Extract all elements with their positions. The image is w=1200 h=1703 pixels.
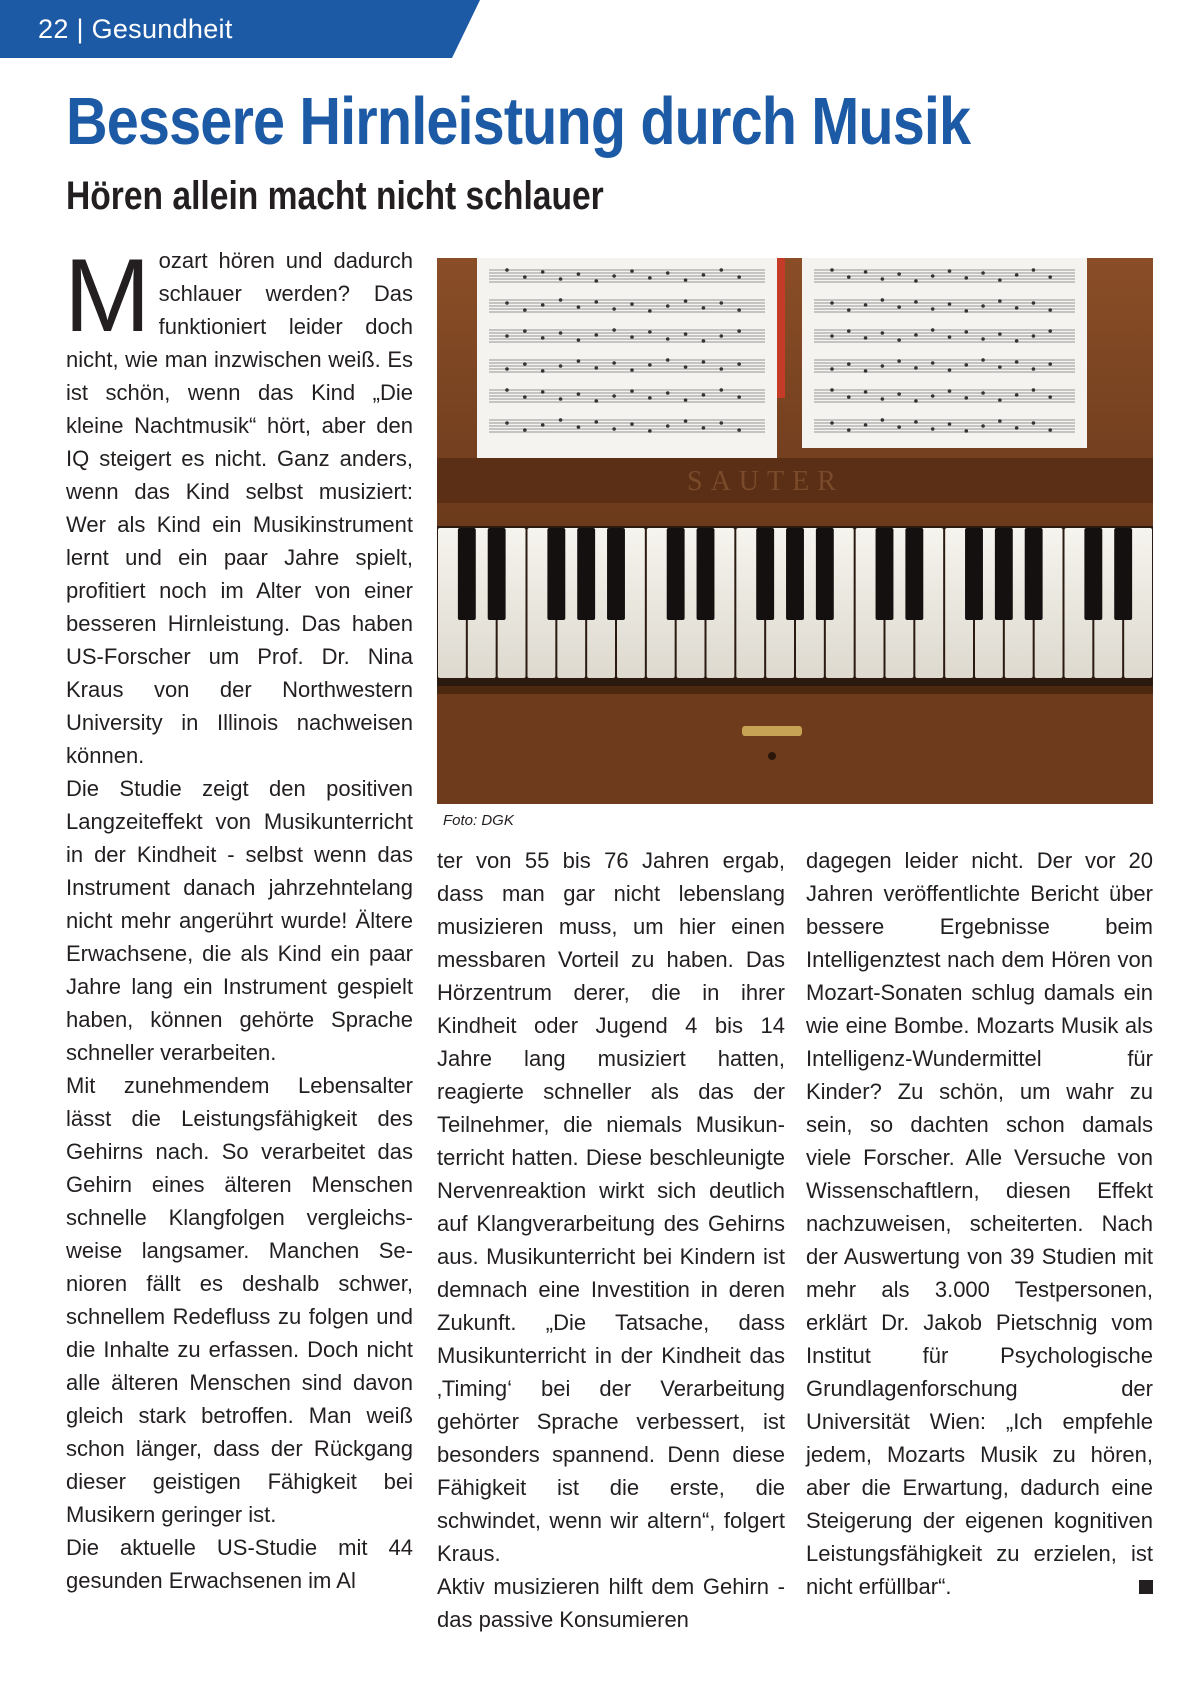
paragraph	[806, 844, 1153, 1603]
article-subtitle: Hören allein macht nicht schlauer	[66, 174, 604, 218]
svg-text:SAUTER: SAUTER	[687, 466, 844, 497]
paragraph-text: ozart hören und dadurch schlauer werden? Das funktioniert leider doch nicht, wie man inzwischen weiß. Es ist schön, wenn das Kind „Die kleine Nachtmusik“ hört, aber den IQ steigert es nicht. Ganz anders, wenn das Kind selbst musiziert: Wer als Kind ein Musikinstrument lernt und ein paar Jahre spielt, profitiert noch im Alter von einer besseren Hirnleistung. Das haben US-Forscher um Prof. Dr. Nina Kraus von der Northwestern University in Illinois nachweisen können.	[66, 248, 413, 768]
paragraph: Die aktuelle US-Studie mit 44 gesunden Erwachsenen im Al	[66, 1535, 413, 1593]
piano-black-key	[816, 528, 834, 620]
piano-black-key	[1084, 528, 1102, 620]
piano-black-key	[577, 528, 595, 620]
separator: |	[68, 14, 92, 44]
section-header	[0, 0, 480, 58]
page-number: 22	[38, 14, 69, 44]
piano-black-key	[1114, 528, 1132, 620]
article-column-2	[437, 844, 785, 1636]
article-column-3	[806, 844, 1153, 1603]
paragraph: Mit zunehmendem Lebensalter lässt die Leistungsfähigkeit des Gehirns nach. So verarbeitet das Gehirn eines älteren Menschen schnelle Klangfolgen vergleichsweise langsamer. Manchen Senioren fällt es deshalb schwer, schnellem Redefluss zu folgen und die Inhalte zu erfassen. Doch nicht alle älteren Menschen sind davon gleich stark betroffen. Man weiß schon länger, dass der Rückgang dieser geistigen Fähigkeit bei Musikern geringer ist.	[66, 1073, 413, 1527]
piano-black-key	[756, 528, 774, 620]
piano-black-key	[786, 528, 804, 620]
photo-caption: Foto: DGK	[443, 812, 514, 829]
piano-black-key	[667, 528, 685, 620]
section-name: Gesundheit	[91, 14, 233, 44]
piano-black-key	[458, 528, 476, 620]
piano-black-key	[876, 528, 894, 620]
piano-black-key	[488, 528, 506, 620]
piano-black-key	[965, 528, 983, 620]
piano-icon	[437, 258, 1153, 804]
sheet-music-page	[477, 258, 777, 458]
piano-black-key	[1025, 528, 1043, 620]
paragraph	[64, 238, 413, 772]
piano-photo	[437, 258, 1153, 804]
dropcap: M	[64, 238, 151, 354]
piano-black-key	[697, 528, 715, 620]
paragraph-text: dagegen leider nicht. Der vor 20 Jahren veröffentlichte Bericht über bessere Ergebnisse beim Intelligenztest nach dem Hören von Mozart-Sonaten schlug damals ein wie eine Bombe. Mozarts Musik als Intelligenz-Wundermittel für Kinder? Zu schön, um wahr zu sein, so dachten schon damals viele Forscher. Alle Versuche von Wissenschaftlern, diesen Effekt nachzuweisen, scheiterten. Nach der Auswertung von 39 Studien mit mehr als 3.000 Testpersonen, erklärt Dr. Jakob Pietschnig vom Institut für Psychologische Grundlagenforschung der Universität Wien: „Ich empfehle jedem, Mozarts Musik zu hören, aber die Erwartung, dadurch eine Steigerung der eigenen kognitiven Leistungsfähigkeit zu erzielen, ist nicht erfüllbar“.	[806, 848, 1153, 1599]
paragraph: Die Studie zeigt den positiven Langzeiteffekt von Musikunterricht in der Kindheit - selbst wenn das Instrument danach jahrzehntelang nicht mehr angerührt wurde! Ältere Erwachsene, die als Kind ein paar Jahre lang ein Instrument gespielt haben, können gehörte Sprache schneller verarbeiten.	[66, 776, 413, 1065]
sheet-music-page	[802, 258, 1087, 448]
piano-black-key	[607, 528, 625, 620]
piano-black-key	[547, 528, 565, 620]
end-mark-icon	[1139, 1580, 1153, 1594]
piano-black-key	[905, 528, 923, 620]
article-column-1	[64, 238, 413, 1597]
paragraph: Aktiv musizieren hilft dem Gehirn - das passive Konsumieren	[437, 1574, 785, 1632]
piano-black-key	[995, 528, 1013, 620]
article-title: Bessere Hirnleistung durch Musik	[66, 84, 971, 159]
section-label	[38, 12, 233, 46]
paragraph: ter von 55 bis 76 Jahren ergab, dass man gar nicht lebenslang musizieren muss, um hier einen messbaren Vorteil zu haben. Das Hörzentrum derer, die in ihrer Kindheit oder Jugend 4 bis 14 Jahre lang musiziert hatten, reagierte schneller als das der Teilnehmer, die niemals Musikunterricht hatten. Diese beschleunigte Nervenreaktion wirkt sich deutlich auf Klangverarbeitung des Gehirns aus. Musikunterricht bei Kindern ist demnach eine Investition in deren Zukunft. „Die Tatsache, dass Musikunterricht in der Kindheit das ‚Timing‘ bei der Verarbeitung gehörter Sprache verbessert, ist besonders spannend. Denn diese Fähigkeit ist die erste, die schwindet, wenn wir altern“, folgert Kraus.	[437, 848, 785, 1566]
